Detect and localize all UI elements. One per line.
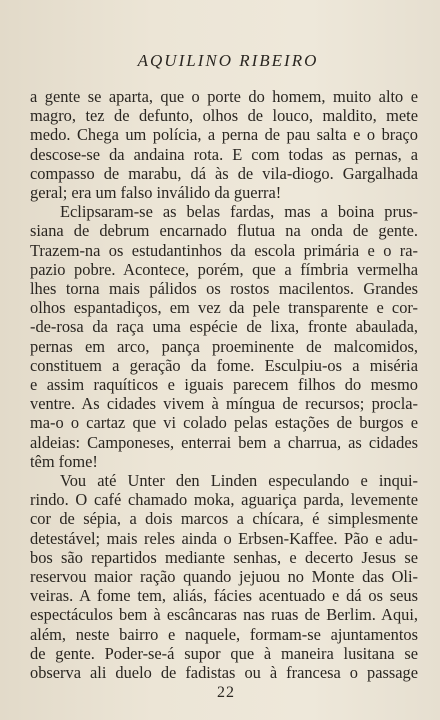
text-line: constituem a geração da fome. Esculpiu-os a miséria — [30, 355, 418, 375]
text-line: pazio pobre. Acontece, porém, que a fímbria vermelha — [30, 259, 418, 279]
paragraph-3 — [30, 471, 418, 682]
text-line: reservou maior ração quando jejuou no Monte das Oli- — [30, 567, 418, 587]
page-number: 22 — [217, 684, 235, 701]
running-head-title: AQUILINO RIBEIRO — [137, 51, 319, 70]
text-line: Eclipsaram-se as belas fardas, mas a boina prus- — [60, 202, 418, 222]
text-line: Vou até Unter den Linden especulando e inqui- — [60, 471, 418, 491]
text-line: magro, tez de defunto, olhos de louco, maldito, mete — [30, 106, 418, 126]
text-line: siana de debrum encarnado flutua na onda de gente. — [30, 221, 418, 241]
text-line: a gente se aparta, que o porte do homem, muito alto e — [30, 87, 418, 106]
text-line: olhos espantadiços, em vez da pele transparente e cor- — [30, 298, 418, 318]
text-line: medo. Chega um polícia, a perna de pau salta e o braço — [30, 125, 418, 145]
text-line: aldeias: Camponeses, enterrai bem a charrua, as cidades — [30, 432, 418, 452]
text-line: veiras. A fome tem, aliás, fácies acentuado e dá os seus — [30, 586, 418, 606]
text-line: bos são repartidos mediante senhas, e decerto Jesus se — [30, 547, 418, 567]
text-line: têm fome! — [30, 451, 98, 471]
text-line: lhes torna mais pálidos os rostos macilentos. Grandes — [30, 279, 418, 299]
text-line: rindo. O café chamado moka, aguariça parda, levemente — [30, 490, 418, 510]
text-line: além, neste bairro e naquele, formam-se ajuntamentos — [30, 624, 418, 644]
text-line: -de-rosa da raça uma espécie de lixa, fronte abaulada, — [30, 317, 418, 337]
text-line: descose-se da andaina rota. E com todas as pernas, a — [30, 144, 418, 164]
text-line: pernas em arco, pança proeminente de malcomidos, — [30, 336, 418, 356]
paragraph-1 — [30, 87, 418, 202]
text-line: espectáculos bem à escâncaras nas ruas de Berlim. Aqui, — [30, 605, 418, 625]
paragraph-2 — [30, 202, 418, 471]
text-line: Trazem-na os estudantinhos da escola primária e o ra- — [30, 240, 418, 260]
body-text — [30, 87, 418, 682]
text-line: observa ali duelo de fadistas ou à francesa o passage — [30, 663, 418, 683]
text-line: e assim raquíticos e iguais parecem filhos do mesmo — [30, 375, 418, 395]
text-line: geral; era um falso inválido da guerra! — [30, 183, 282, 203]
text-line: detestável; mais reles ainda o Erbsen-Kaffee. Pão e adu- — [30, 528, 418, 548]
text-line: ventre. As cidades vivem à míngua de recursos; procla- — [30, 394, 418, 414]
text-line: ma-o o cartaz que vi colado pelas estações de burgos e — [30, 413, 418, 433]
text-line: compasso de marabu, dá às de vila-diogo. Gargalhada — [30, 163, 418, 183]
text-line: de gente. Poder-se-á supor que à maneira lusitana se — [30, 643, 418, 663]
text-line: cor de sépia, a dois marcos a chícara, é simplesmente — [30, 509, 418, 529]
